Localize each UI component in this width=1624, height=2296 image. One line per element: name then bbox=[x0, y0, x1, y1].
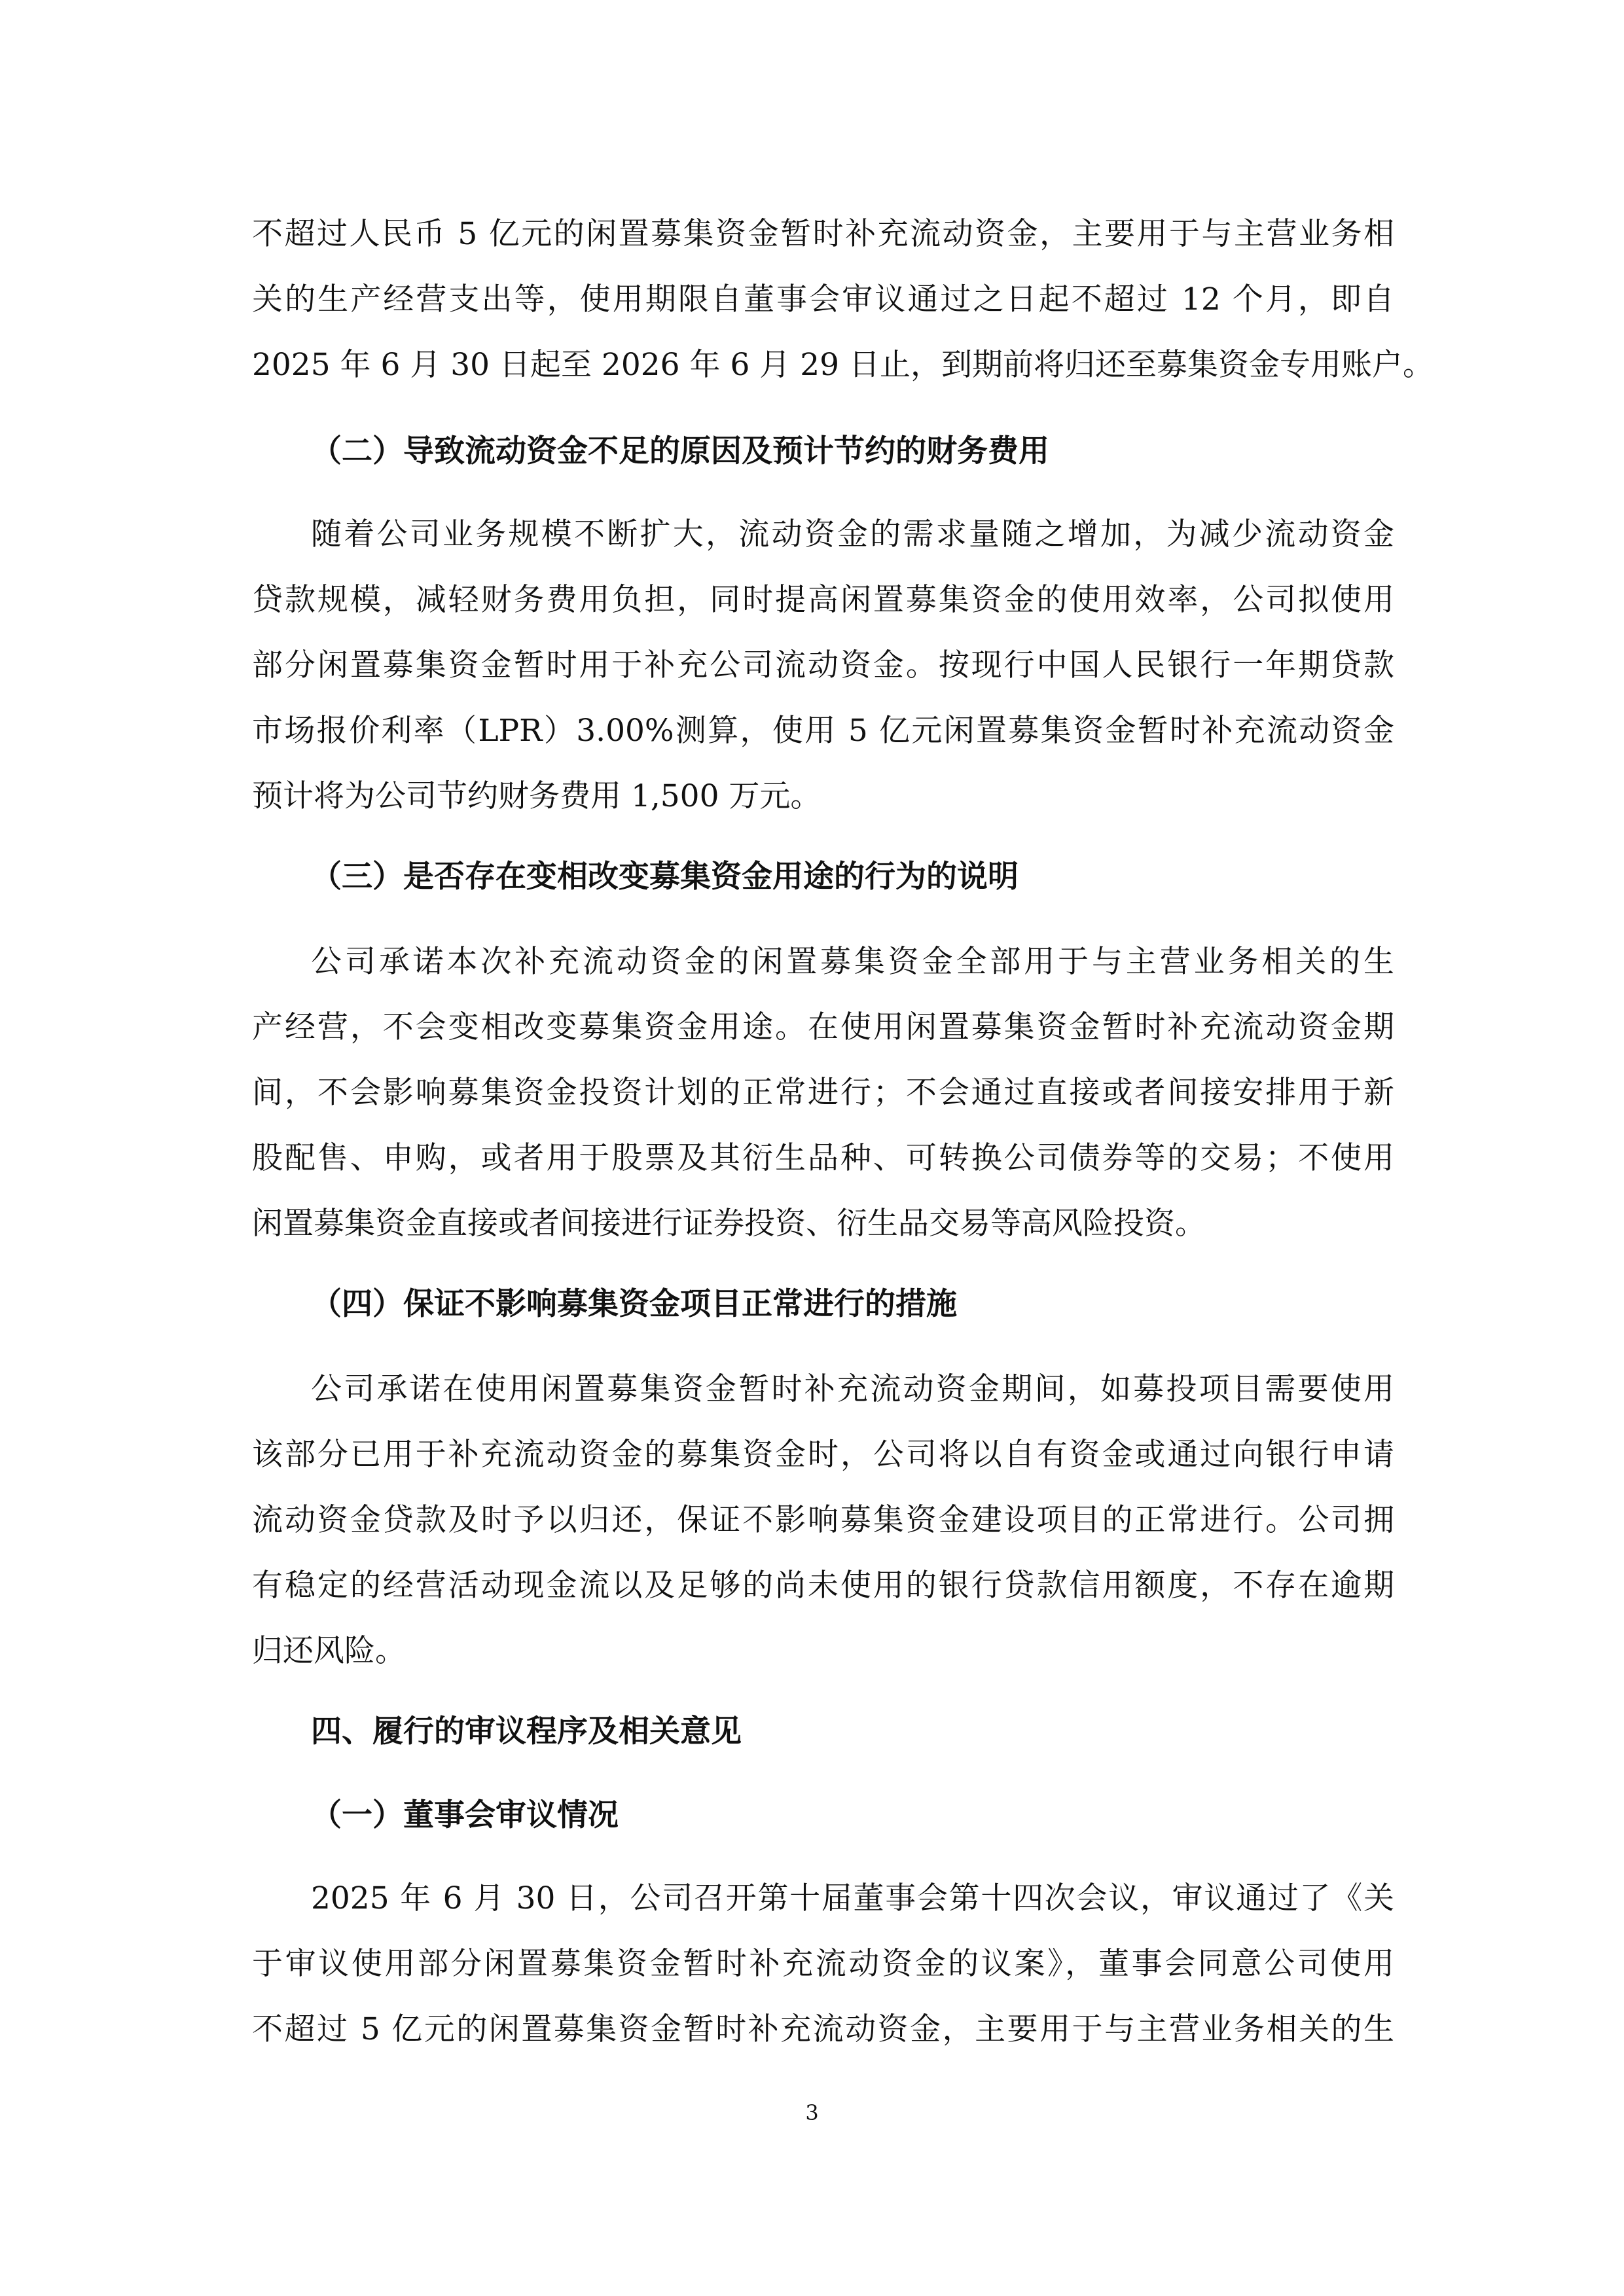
paragraph-line: 于审议使用部分闲置募集资金暂时补充流动资金的议案》，董事会同意公司使用 bbox=[252, 1946, 1394, 1982]
section-heading-3: （三）是否存在变相改变募集资金用途的行为的说明 bbox=[311, 859, 1019, 895]
paragraph-line: 关的生产经营支出等，使用期限自董事会审议通过之日起不超过 12 个月，即自 bbox=[252, 281, 1394, 317]
paragraph-line: 2025 年 6 月 30 日，公司召开第十届董事会第十四次会议，审议通过了《关 bbox=[311, 1880, 1394, 1916]
section-heading-4: （四）保证不影响募集资金项目正常进行的措施 bbox=[311, 1286, 957, 1322]
paragraph-line: 股配售、申购，或者用于股票及其衍生品种、可转换公司债券等的交易；不使用 bbox=[252, 1140, 1394, 1176]
paragraph-line: 不超过 5 亿元的闲置募集资金暂时补充流动资金，主要用于与主营业务相关的生 bbox=[252, 2011, 1394, 2047]
paragraph-line: 部分闲置募集资金暂时用于补充公司流动资金。按现行中国人民银行一年期贷款 bbox=[252, 647, 1394, 683]
paragraph-line: 该部分已用于补充流动资金的募集资金时，公司将以自有资金或通过向银行申请 bbox=[252, 1437, 1394, 1473]
section-heading-2: （二）导致流动资金不足的原因及预计节约的财务费用 bbox=[311, 433, 1049, 469]
paragraph-line: 预计将为公司节约财务费用 1,500 万元。 bbox=[252, 778, 821, 814]
paragraph-line: 不超过人民币 5 亿元的闲置募集资金暂时补充流动资金，主要用于与主营业务相 bbox=[252, 216, 1394, 252]
section-title-4: 四、履行的审议程序及相关意见 bbox=[311, 1713, 742, 1749]
paragraph-line: 公司承诺本次补充流动资金的闲置募集资金全部用于与主营业务相关的生 bbox=[311, 944, 1394, 980]
paragraph-line: 市场报价利率（LPR）3.00%测算，使用 5 亿元闲置募集资金暂时补充流动资金 bbox=[252, 713, 1394, 749]
paragraph-line: 贷款规模，减轻财务费用负担，同时提高闲置募集资金的使用效率，公司拟使用 bbox=[252, 582, 1394, 618]
paragraph-line: 闲置募集资金直接或者间接进行证券投资、衍生品交易等高风险投资。 bbox=[252, 1206, 1206, 1242]
paragraph-line: 归还风险。 bbox=[252, 1633, 406, 1669]
paragraph-line: 2025 年 6 月 30 日起至 2026 年 6 月 29 日止，到期前将归还至募集资金专用账户。 bbox=[252, 347, 1434, 383]
paragraph-line: 产经营，不会变相改变募集资金用途。在使用闲置募集资金暂时补充流动资金期 bbox=[252, 1009, 1394, 1045]
paragraph-line: 流动资金贷款及时予以归还，保证不影响募集资金建设项目的正常进行。公司拥 bbox=[252, 1502, 1394, 1538]
page-number: 3 bbox=[805, 2100, 819, 2125]
paragraph-line: 有稳定的经营活动现金流以及足够的尚未使用的银行贷款信用额度，不存在逾期 bbox=[252, 1568, 1394, 1604]
paragraph-line: 间，不会影响募集资金投资计划的正常进行；不会通过直接或者间接安排用于新 bbox=[252, 1075, 1394, 1111]
paragraph-line: 随着公司业务规模不断扩大，流动资金的需求量随之增加，为减少流动资金 bbox=[311, 516, 1394, 552]
subsection-heading-1: （一）董事会审议情况 bbox=[311, 1797, 619, 1833]
paragraph-line: 公司承诺在使用闲置募集资金暂时补充流动资金期间，如募投项目需要使用 bbox=[311, 1371, 1394, 1407]
